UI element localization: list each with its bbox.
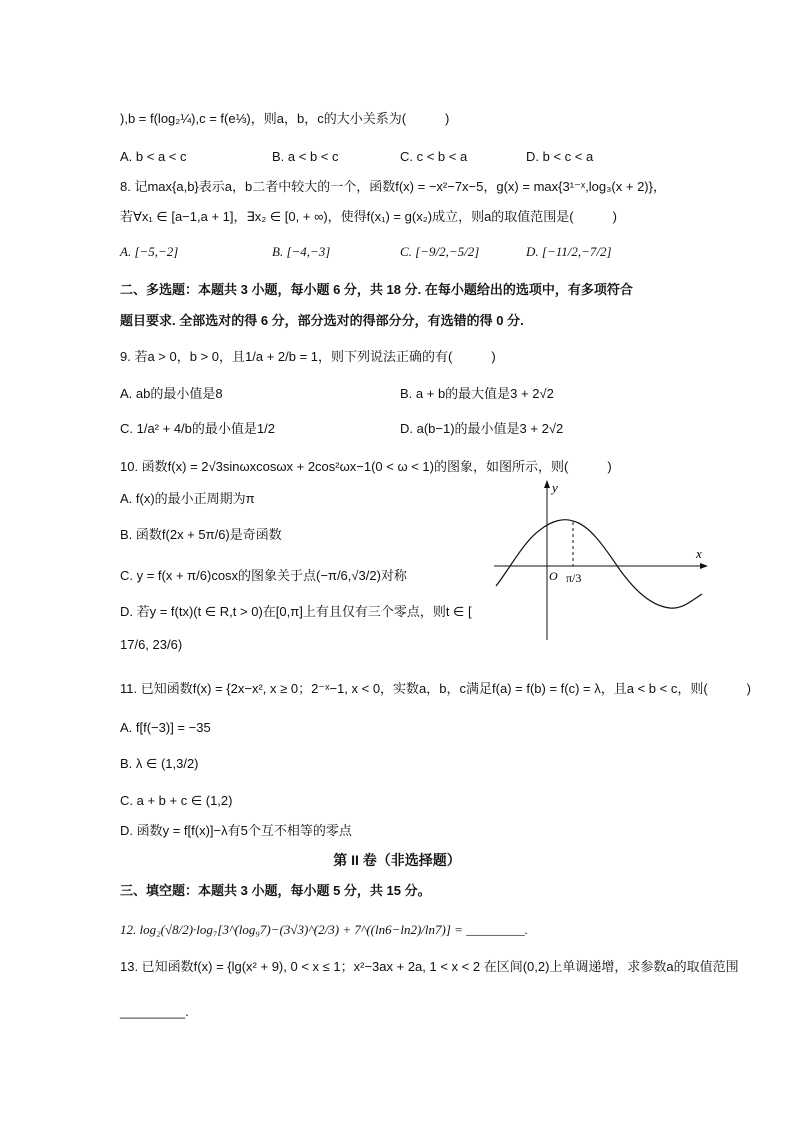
q7-option-a: A. b < a < c [120, 149, 187, 164]
q9-option-d: D. a(b−1)的最小值是3 + 2√2 [400, 421, 564, 436]
origin-label: O [549, 569, 558, 583]
sine-curve [496, 520, 702, 608]
q13-stem-line1: 13. 已知函数f(x) = {lg(x² + 9), 0 < x ≤ 1；x²−3ax + 2a, 1 < x < 2 在区间(0,2)上单调递增，求参数a的取值范围 [120, 959, 739, 974]
q9-option-a: A. ab的最小值是8 [120, 386, 223, 401]
q7-tail: ),b = f(log₂¼),c = f(e⅓)，则a，b，c的大小关系为( ) [120, 111, 450, 126]
y-axis-arrow [544, 480, 550, 488]
q11-option-a: A. f[f(−3)] = −35 [120, 720, 211, 735]
q10-option-a: A. f(x)的最小正周期为π [120, 491, 255, 506]
q8-option-a: A. [−5,−2] [120, 244, 179, 259]
section2-heading-line2: 题目要求. 全部选对的得 6 分，部分选对的得部分分，有选错的得 0 分. [120, 313, 524, 328]
q7-option-b: B. a < b < c [272, 149, 339, 164]
q8-stem-line1: 8. 记max{a,b}表示a，b二者中较大的一个，函数f(x) = −x²−7x−5，g(x) = max{3¹⁻ˣ,log₃(x + 2)}， [120, 179, 666, 194]
q10-option-d: D. 若y = f(tx)(t ∈ R,t > 0)在[0,π]上有且仅有三个零点，则t ∈ [ [120, 604, 472, 619]
q11-option-d: D. 函数y = f[f(x)]−λ有5个互不相等的零点 [120, 823, 352, 838]
q8-option-b: B. [−4,−3] [272, 244, 331, 259]
x-axis-label: x [696, 546, 702, 561]
q11-option-b: B. λ ∈ (1,3/2) [120, 756, 199, 771]
q10-option-c: C. y = f(x + π/6)cosx的图象关于点(−π/6,√3/2)对称 [120, 568, 407, 583]
q11-option-c: C. a + b + c ∈ (1,2) [120, 793, 233, 808]
x-axis-arrow [700, 563, 708, 569]
q7-option-c: C. c < b < a [400, 149, 468, 164]
q10-option-d-continued: 17/6, 23/6) [120, 637, 183, 652]
q9-option-b: B. a + b的最大值是3 + 2√2 [400, 386, 554, 401]
q10-function-graph [490, 478, 710, 644]
q10-option-b: B. 函数f(2x + 5π/6)是奇函数 [120, 527, 282, 542]
q9-option-c: C. 1/a² + 4/b的最小值是1/2 [120, 421, 275, 436]
q8-option-c: C. [−9/2,−5/2] [400, 244, 480, 259]
q9-stem: 9. 若a > 0，b > 0，且1/a + 2/b = 1，则下列说法正确的有( ) [120, 349, 496, 364]
q11-stem: 11. 已知函数f(x) = {2x−x², x ≥ 0；2⁻ˣ−1, x < 0，实数a，b，c满足f(a) = f(b) = f(c) = λ，且a < b < c，则( ) [120, 681, 751, 696]
q12-stem: 12. log₂(√8/2)·log₇[3^(log₉7)−(3√3)^(2/3) + 7^((ln6−ln2)/ln7)] = _________. [120, 922, 528, 937]
q7-option-d: D. b < c < a [526, 149, 594, 164]
q13-answer-blank: _________. [120, 1004, 189, 1019]
section2-heading-line1: 二、多选题：本题共 3 小题，每小题 6 分，共 18 分. 在每小题给出的选项中，有多项符合 [120, 282, 633, 297]
q10-stem: 10. 函数f(x) = 2√3sinωxcosωx + 2cos²ωx−1(0 < ω < 1)的图象，如图所示，则( ) [120, 459, 612, 474]
section3-heading: 三、填空题：本题共 3 小题，每小题 5 分，共 15 分。 [120, 883, 431, 898]
q8-stem-line2: 若∀x₁ ∈ [a−1,a + 1]，∃x₂ ∈ [0, + ∞)，使得f(x₁) = g(x₂)成立，则a的取值范围是( ) [120, 209, 617, 224]
y-axis-label: y [552, 480, 558, 495]
part2-title: 第 II 卷（非选择题） [333, 852, 461, 868]
q8-option-d: D. [−11/2,−7/2] [526, 244, 612, 259]
tick-label-pi-over-3: π/3 [566, 571, 582, 585]
